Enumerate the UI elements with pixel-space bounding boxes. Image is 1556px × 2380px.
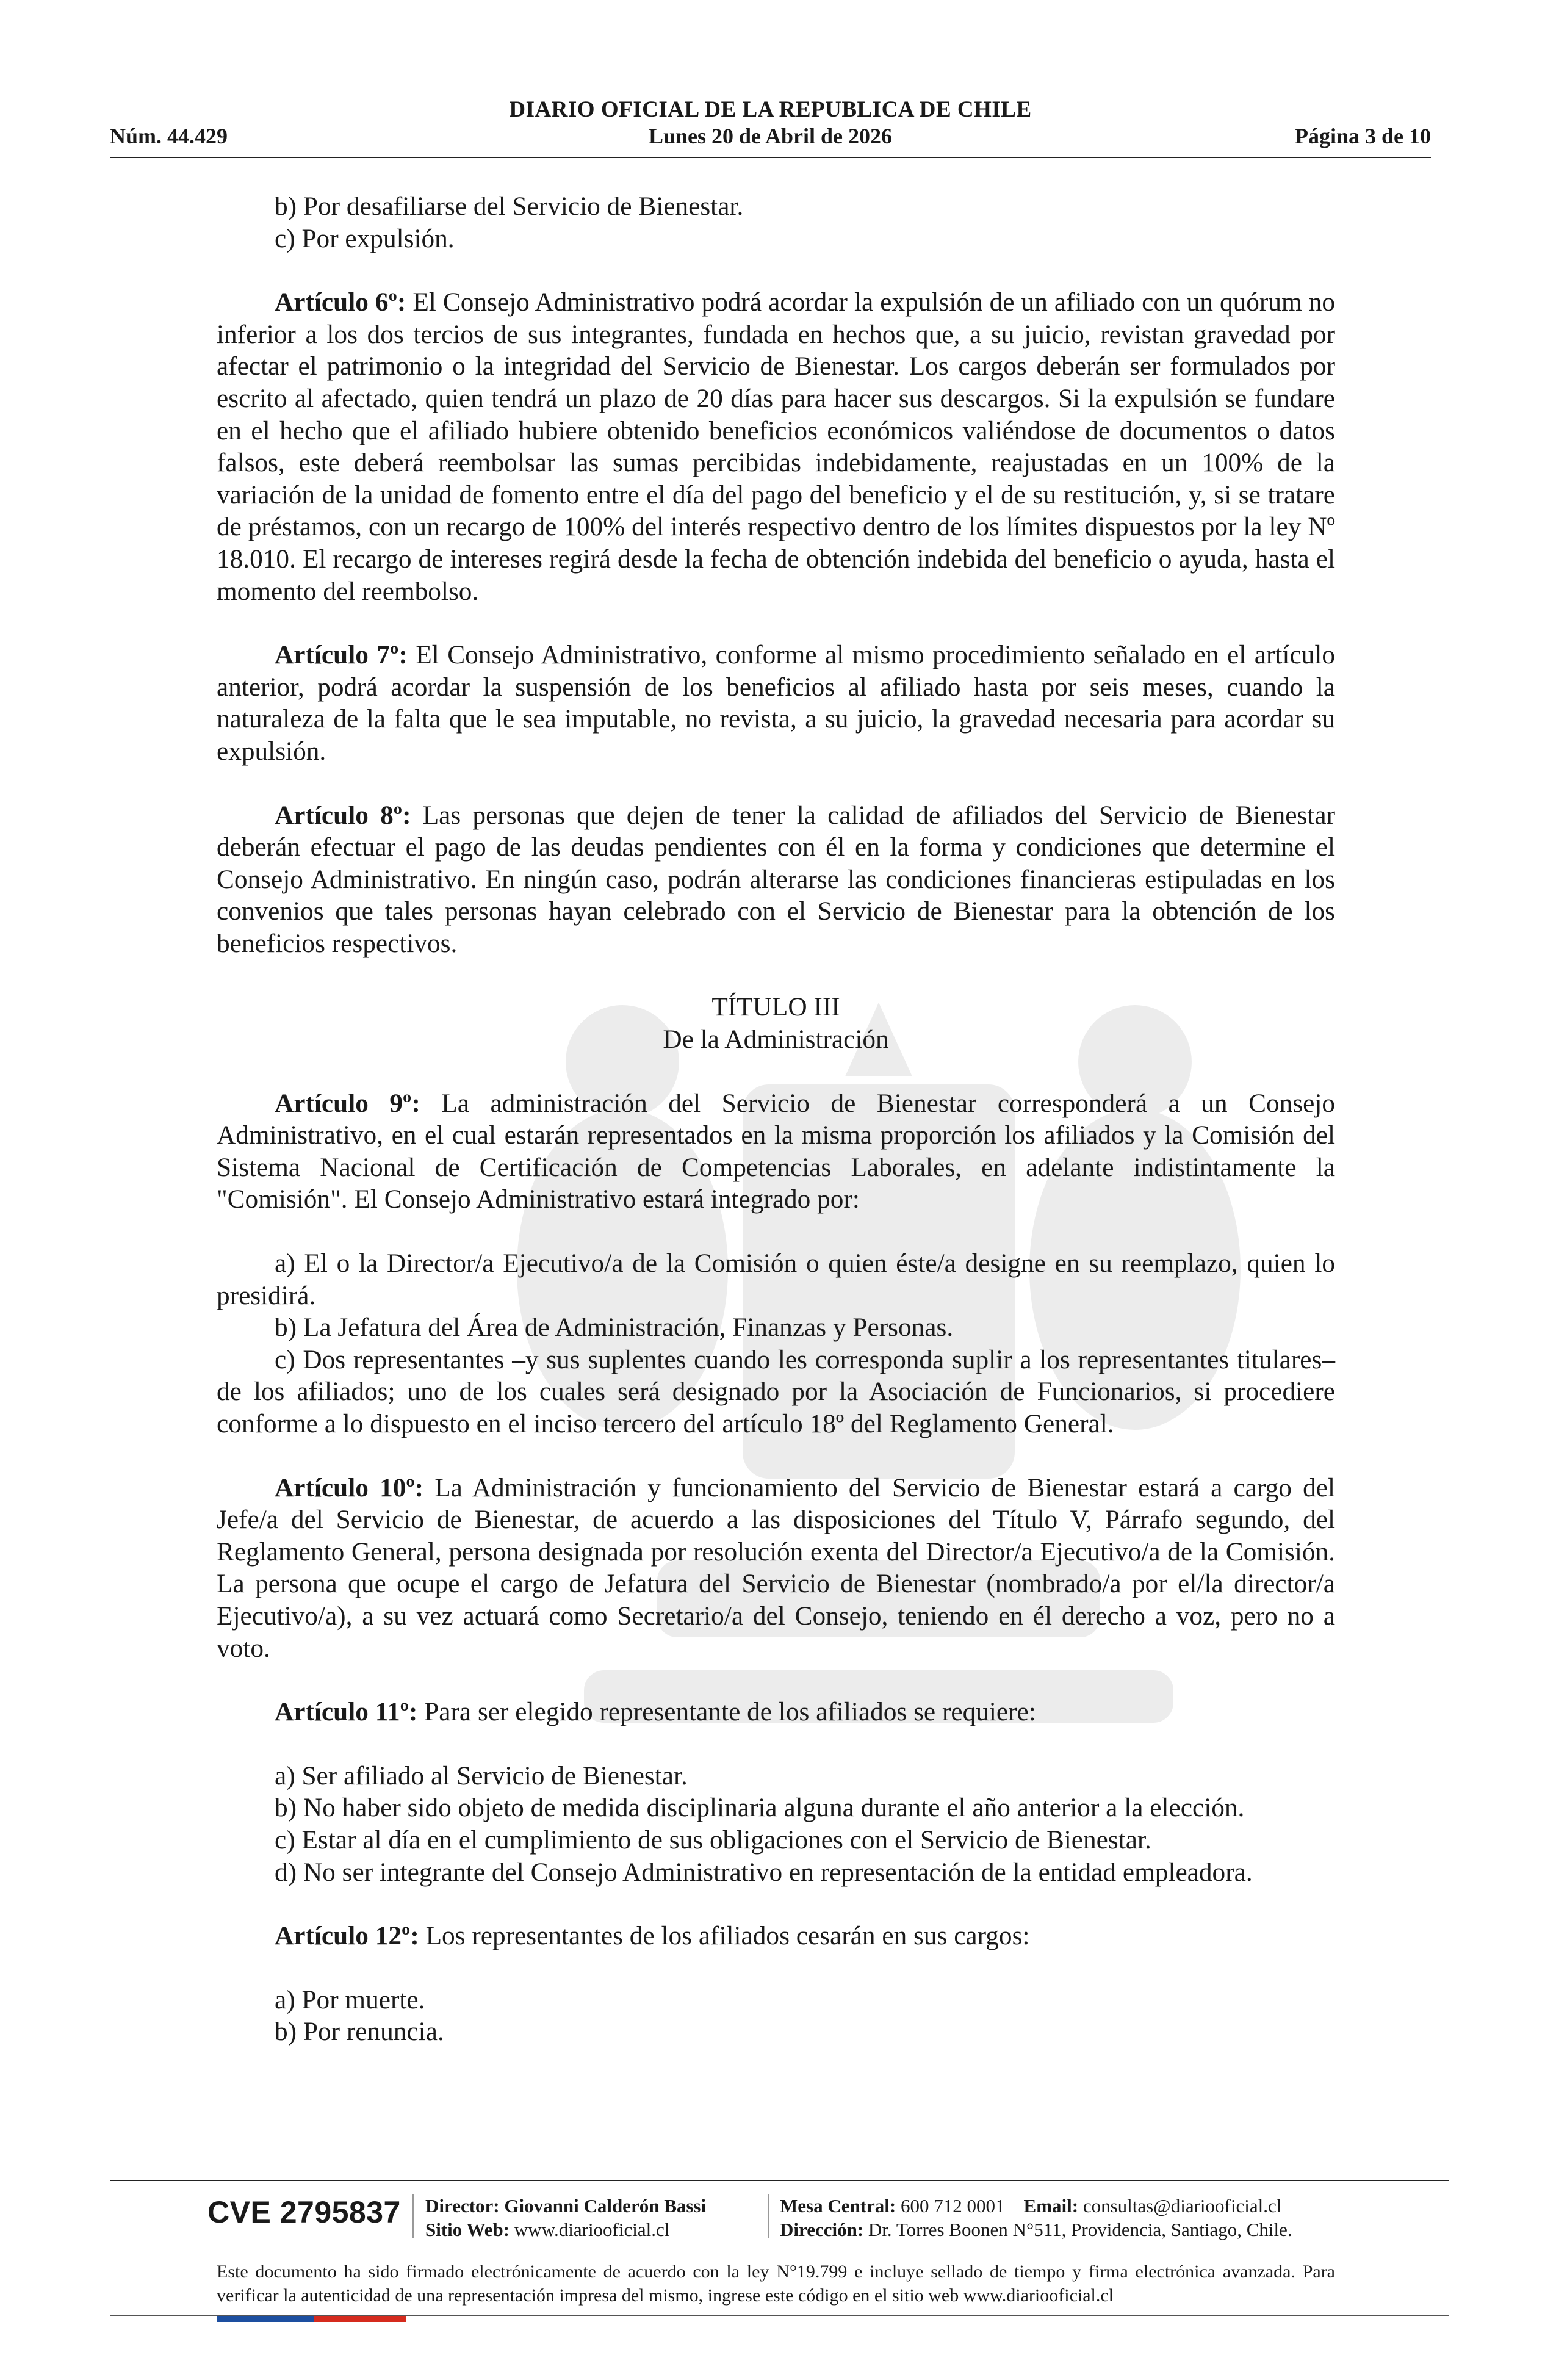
article-text: Para ser elegido representante de los afiliados se requiere:	[417, 1697, 1036, 1727]
article-12	[217, 1920, 1335, 1952]
article-text: El Consejo Administrativo, conforme al mismo procedimiento señalado en el artículo anterior, podrá acordar la suspensión de los beneficios al afiliado hasta por seis meses, cuando la naturaleza de la falta que le sea imputable, no revista, a su juicio, la gravedad necesaria para acordar su expulsión.	[217, 640, 1335, 766]
flag-blue-band	[217, 2316, 314, 2322]
mesa-phone: 600 712 0001	[896, 2195, 1005, 2216]
mesa-label: Mesa Central:	[780, 2195, 896, 2216]
list-item: c) Estar al día en el cumplimiento de sus obligaciones con el Servicio de Bienestar.	[275, 1825, 1151, 1855]
list-item: a) El o la Director/a Ejecutivo/a de la Comisión o quien éste/a designe en su reemplazo, quien lo presidirá.	[217, 1249, 1335, 1310]
site-link[interactable]: www.diariooficial.cl	[510, 2219, 670, 2240]
page-header	[110, 92, 1431, 159]
footer-divider	[110, 2180, 1449, 2181]
article-text: Los representantes de los afiliados cesarán en sus cargos:	[419, 1921, 1030, 1951]
footer-separator	[412, 2194, 414, 2238]
list-item: a) Por muerte.	[275, 1985, 425, 2014]
director-label: Director:	[425, 2195, 500, 2216]
list-item: b) Por desafiliarse del Servicio de Bienestar.	[275, 192, 744, 221]
page-number: Página 3 de 10	[1294, 124, 1431, 148]
issue-date: Lunes 20 de Abril de 2026	[648, 124, 893, 148]
article-text: El Consejo Administrativo podrá acordar la expulsión de un afiliado con un quórum no inferior a los dos tercios de sus integrantes, fundada en hechos que, a su juicio, revistan gravedad por afectar el patrimonio o la integridad del Servicio de Bienestar. Los cargos deberán ser formulados por escrito al afectado, quien tendrá un plazo de 20 días para hacer sus descargos. Si la expulsión se fundare en el hecho que el afiliado hubiere obtenido beneficios económicos valiéndose de documentos o datos falsos, este deberá reembolsar las sumas percibidas indebidamente, reajustadas en un 100% de la variación de la unidad de fomento entre el día del pago del beneficio y el de su restitución, y, si se tratare de préstamos, con un recargo de 100% del interés respectivo dentro de los límites dispuestos por la ley Nº 18.010. El recargo de intereses regirá desde la fecha de obtención indebida del beneficio o ayuda, hasta el momento del reembolso.	[217, 287, 1335, 606]
article-heading: Artículo 9º:	[275, 1088, 420, 1118]
publication-title: DIARIO OFICIAL DE LA REPUBLICA DE CHILE	[509, 97, 1032, 122]
article-heading: Artículo 8º:	[275, 800, 411, 830]
article-text: La administración del Servicio de Bienestar corresponderá a un Consejo Administrativo, en el cual estarán representados en la misma proporción los afiliados y la Comisión del Sistema Nacional de Certificación de Competencias Laborales, en adelante indistintamente la "Comisión". El Consejo Administrativo estará integrado por:	[217, 1088, 1336, 1214]
email-label: Email:	[1023, 2195, 1079, 2216]
list-item: b) La Jefatura del Área de Administración, Finanzas y Personas.	[275, 1313, 954, 1343]
article-heading: Artículo 11º:	[275, 1697, 418, 1727]
list-item: d) No ser integrante del Consejo Administrativo en representación de la entidad empleadora.	[275, 1857, 1253, 1887]
list-item: b) No haber sido objeto de medida disciplinaria alguna durante el año anterior a la elección.	[275, 1793, 1245, 1823]
cve-code: CVE 2795837	[207, 2195, 401, 2229]
article-heading: Artículo 12º:	[275, 1921, 419, 1951]
article-6	[217, 286, 1335, 607]
issue-number: Núm. 44.429	[110, 124, 228, 148]
article-text: Las personas que dejen de tener la calidad de afiliados del Servicio de Bienestar deberán efectuar el pago de las deudas pendientes con él en la forma y condiciones que determine el Consejo Administrativo. En ningún caso, podrán alterarse las condiciones financieras estipuladas en los convenios que tales personas hayan celebrado con el Servicio de Bienestar para la obtención de los beneficios respectivos.	[217, 800, 1335, 958]
section-number: TÍTULO III	[711, 992, 840, 1022]
article-9	[217, 1087, 1335, 1216]
list-item: b) Por renuncia.	[275, 2017, 444, 2047]
footer-contact-block	[780, 2194, 1292, 2241]
article-heading: Artículo 10º:	[275, 1473, 424, 1502]
flag-stripe	[217, 2316, 406, 2322]
document-body	[217, 190, 1335, 2048]
article-7	[217, 639, 1335, 767]
email-link[interactable]: consultas@diariooficial.cl	[1078, 2195, 1282, 2216]
article-10	[217, 1472, 1335, 1665]
site-label: Sitio Web:	[425, 2219, 510, 2240]
section-title: De la Administración	[663, 1025, 889, 1055]
flag-red-band	[314, 2316, 406, 2322]
footer-director-block	[425, 2194, 706, 2241]
footer-separator	[768, 2194, 769, 2238]
header-divider	[110, 157, 1431, 158]
article-8	[217, 799, 1335, 960]
article-11	[217, 1696, 1335, 1728]
director-name: Giovanni Calderón Bassi	[499, 2195, 707, 2216]
address-label: Dirección:	[780, 2219, 864, 2240]
list-item: c) Dos representantes –y sus suplentes cuando les corresponda suplir a los representantes titulares– de los afiliados; uno de los cuales será designado por la Asociación de Funcionarios, si procediere conforme a lo dispuesto en el inciso tercero del artículo 18º del Reglamento General.	[217, 1344, 1335, 1438]
legal-notice: Este documento ha sido firmado electrónicamente de acuerdo con la ley N°19.799 e incluye sellado de tiempo y firma electrónica avanzada. Para verificar la autenticidad de una representación impresa del mismo, ingrese este código en el sitio web www.diariooficial.cl	[217, 2262, 1335, 2306]
article-heading: Artículo 6º:	[275, 287, 406, 317]
address-value: Dr. Torres Boonen N°511, Providencia, Santiago, Chile.	[863, 2219, 1292, 2240]
list-item: a) Ser afiliado al Servicio de Bienestar.	[275, 1761, 688, 1790]
article-text: La Administración y funcionamiento del Servicio de Bienestar estará a cargo del Jefe/a del Servicio de Bienestar, de acuerdo a las disposiciones del Título V, Párrafo segundo, del Reglamento General, persona designada por resolución exenta del Director/a Ejecutivo/a de la Comisión. La persona que ocupe el cargo de Jefatura del Servicio de Bienestar (nombrado/a por el/la director/a Ejecutivo/a), a su vez actuará como Secretario/a del Consejo, teniendo en él derecho a voz, pero no a voto.	[217, 1473, 1335, 1663]
list-item: c) Por expulsión.	[275, 223, 455, 253]
article-heading: Artículo 7º:	[275, 640, 408, 670]
